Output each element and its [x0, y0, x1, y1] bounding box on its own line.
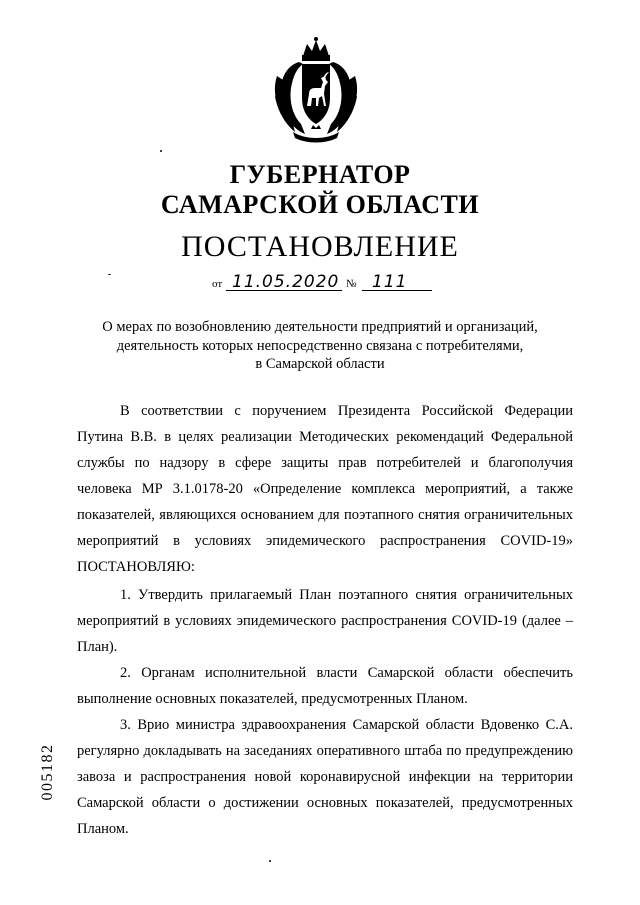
- body-intro-paragraph: В соответствии с поручением Президента Российской Федерации Путина В.В. в целях реализации Методических рекомендаций Федеральной службы по надзору в сфере защиты прав потребителей и благополучия человека МР 3.1.0178-20 «Определение комплекса мероприятий, а также показателей, являющихся основанием для поэтапного снятия ограничительных мероприятий в условиях эпидемического распространения COVID-19» ПОСТАНОВЛЯЮ:: [77, 403, 573, 575]
- coat-of-arms-icon: [271, 36, 361, 144]
- date-label: от: [212, 278, 223, 290]
- date-value: 11.05.2020: [232, 272, 340, 292]
- scan-speck: [108, 274, 111, 275]
- title-region: САМАРСКОЙ ОБЛАСТИ: [160, 190, 480, 219]
- document-body: [77, 398, 573, 842]
- scan-speck: [160, 150, 162, 152]
- number-value: 111: [372, 272, 408, 292]
- body-item-1: 1. Утвердить прилагаемый План поэтапного снятия ограничительных мероприятий в условиях эпидемического распространения COVID-19 (далее – План).: [77, 587, 573, 655]
- document-subject: [60, 318, 580, 374]
- document-type: ПОСТАНОВЛЕНИЕ: [181, 230, 459, 263]
- scan-speck: [269, 860, 271, 862]
- body-item-2: 2. Органам исполнительной власти Самарской области обеспечить выполнение основных показателей, предусмотренных Планом.: [77, 665, 573, 707]
- date-number-row: [212, 272, 442, 294]
- subject-line: деятельность которых непосредственно связана с потребителями,: [116, 337, 524, 354]
- body-item-3: 3. Врио министра здравоохранения Самарской области Вдовенко С.А. регулярно докладывать на заседаниях оперативного штаба по предупреждению завоза и распространения новой коронавирусной инфекции на территории Самарской области о достижении основных показателей, предусмотренных Планом.: [77, 717, 573, 837]
- registration-number: [38, 738, 58, 808]
- title-governor: ГУБЕРНАТОР: [229, 160, 411, 189]
- registration-number-text: 005182: [39, 743, 56, 801]
- subject-line: О мерах по возобновлению деятельности предприятий и организаций,: [102, 319, 538, 335]
- number-label: №: [346, 278, 357, 290]
- subject-line: в Самарской области: [255, 356, 385, 372]
